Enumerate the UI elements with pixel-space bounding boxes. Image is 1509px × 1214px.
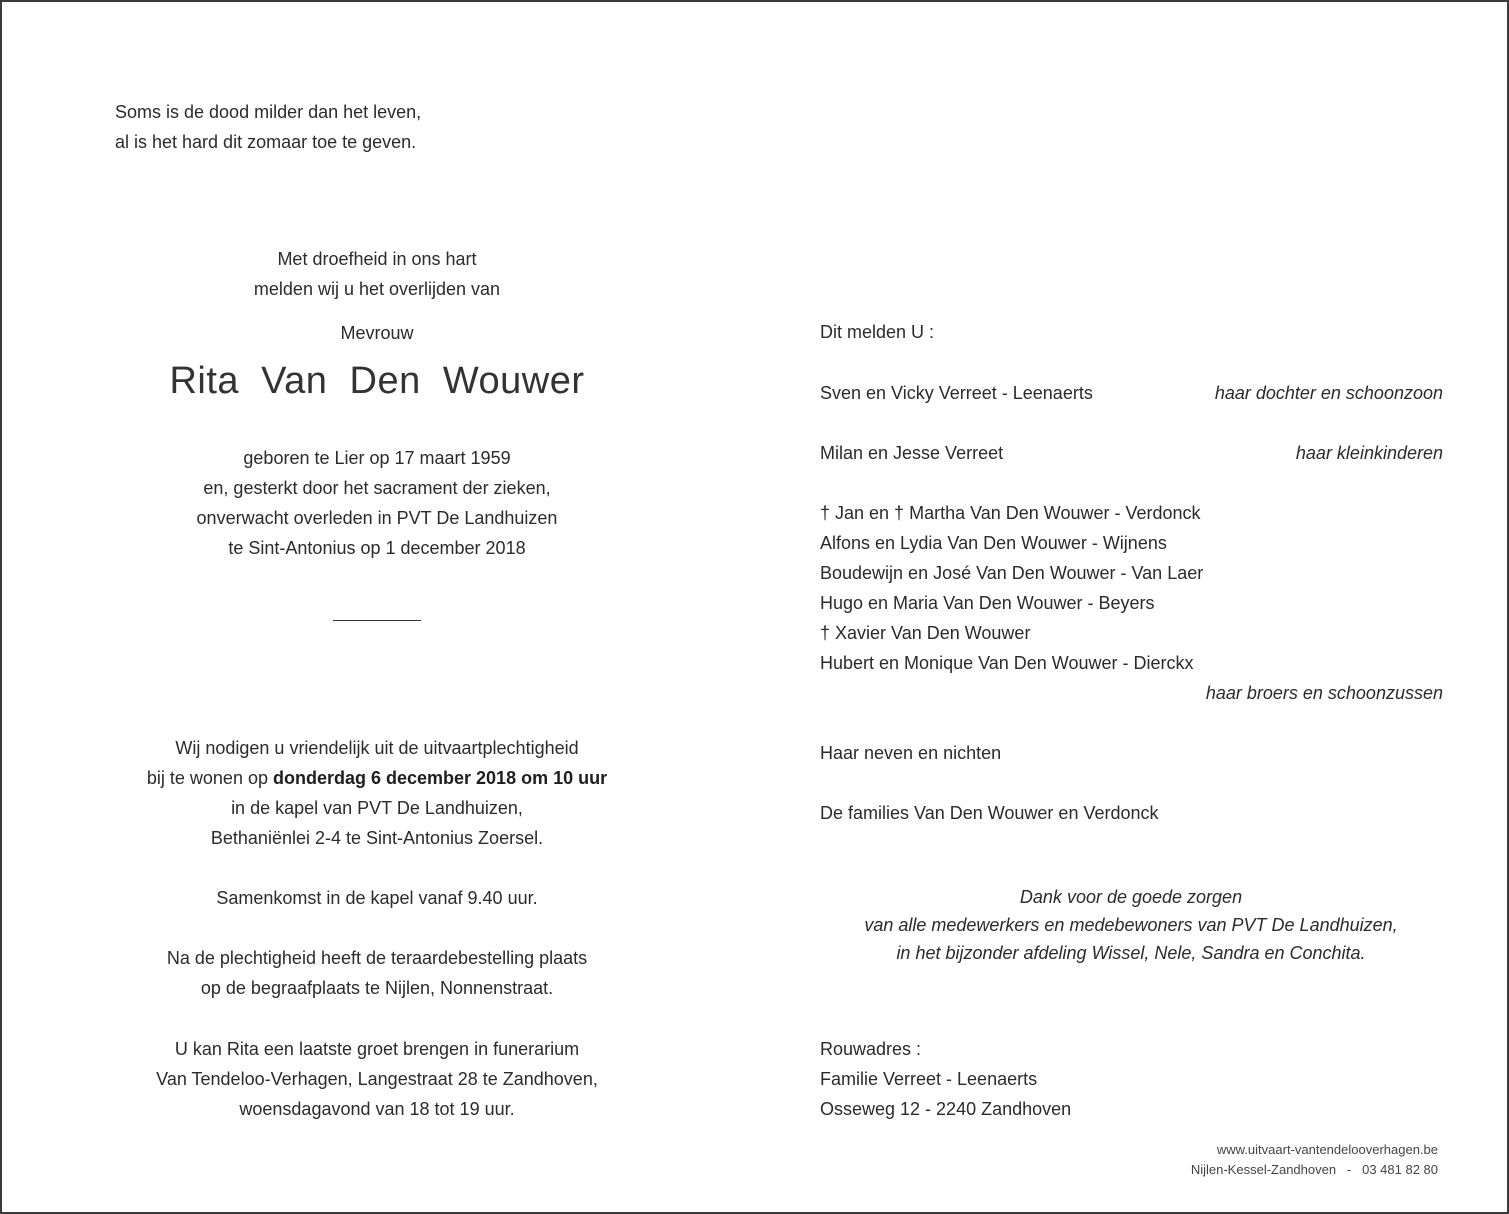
funeral-home-contact: Nijlen-Kessel-Zandhoven - 03 481 82 80 (1190, 1162, 1438, 1177)
burial-line-1: Na de plechtigheid heeft de teraardebestelling plaats (166, 948, 588, 968)
announcement-line-1: Met droefheid in ons hart (277, 249, 477, 269)
address-family: Familie Verreet - Leenaerts (820, 1069, 1038, 1089)
divider (333, 620, 421, 621)
thanks-line-2: van alle medewerkers en medebewoners van PVT De Landhuizen, (864, 915, 1398, 935)
burial-line-2: op de begraafplaats te Nijlen, Nonnenstraat. (200, 978, 554, 998)
family-intro: Dit melden U : (820, 322, 935, 342)
families-line: De families Van Den Wouwer en Verdonck (820, 803, 1159, 823)
sibling-line: † Jan en † Martha Van Den Wouwer - Verdonck (820, 503, 1201, 523)
announcement-line-2: melden wij u het overlijden van (253, 279, 501, 299)
deceased-name: Rita Van Den Wouwer (169, 360, 585, 402)
address-label: Rouwadres : (820, 1039, 922, 1059)
birth-line: geboren te Lier op 17 maart 1959 (243, 448, 511, 468)
family-row-daughter (820, 378, 1443, 408)
salutation: Mevrouw (340, 323, 414, 343)
ceremony-address: Bethaniënlei 2-4 te Sint-Antonius Zoersel. (210, 828, 544, 848)
funeral-home-website: www.uitvaart-vantendelooverhagen.be (1216, 1142, 1438, 1157)
family-row-grandchildren (820, 438, 1443, 468)
sibling-line: Hubert en Monique Van Den Wouwer - Dierckx (820, 653, 1194, 673)
siblings-relation: haar broers en schoonzussen (1205, 683, 1443, 703)
visit-line-3: woensdagavond van 18 tot 19 uur. (239, 1099, 515, 1119)
sibling-line: Alfons en Lydia Van Den Wouwer - Wijnens (820, 533, 1167, 553)
sacrament-line: en, gesterkt door het sacrament der zieken, (203, 478, 551, 498)
thanks-line-3: in het bijzonder afdeling Wissel, Nele, Sandra en Conchita. (896, 943, 1366, 963)
sibling-line: † Xavier Van Den Wouwer (820, 623, 1031, 643)
quote-line-1: Soms is de dood milder dan het leven, (115, 102, 422, 122)
visit-line-1: U kan Rita een laatste groet brengen in funerarium (174, 1039, 580, 1059)
death-place-line: onverwacht overleden in PVT De Landhuizen (196, 508, 558, 528)
death-date-line: te Sint-Antonius op 1 december 2018 (228, 538, 526, 558)
sibling-line: Boudewijn en José Van Den Wouwer - Van Laer (820, 563, 1204, 583)
daughter-relation: haar dochter en schoonzoon (1214, 383, 1443, 403)
ceremony-invite: Wij nodigen u vriendelijk uit de uitvaartplechtigheid (175, 738, 579, 758)
ceremony-date: donderdag 6 december 2018 om 10 uur (272, 768, 608, 788)
address-street: Osseweg 12 - 2240 Zandhoven (820, 1099, 1072, 1119)
visit-line-2: Van Tendeloo-Verhagen, Langestraat 28 te Zandhoven, (156, 1069, 598, 1089)
grandchildren-relation: haar kleinkinderen (1295, 443, 1443, 463)
sibling-line: Hugo en Maria Van Den Wouwer - Beyers (820, 593, 1155, 613)
thanks-line-1: Dank voor de goede zorgen (1019, 887, 1243, 907)
ceremony-attend (77, 763, 677, 793)
grandchildren-names: Milan en Jesse Verreet (820, 443, 1004, 463)
gathering-line: Samenkomst in de kapel vanaf 9.40 uur. (216, 888, 538, 908)
ceremony-location: in de kapel van PVT De Landhuizen, (231, 798, 523, 818)
ceremony-attend-prefix: bij te wonen op (146, 768, 273, 788)
family-row-siblings-relation (820, 678, 1443, 708)
nephews-line: Haar neven en nichten (820, 743, 1002, 763)
daughter-names: Sven en Vicky Verreet - Leenaerts (820, 383, 1093, 403)
quote-line-2: al is het hard dit zomaar toe te geven. (115, 132, 417, 152)
